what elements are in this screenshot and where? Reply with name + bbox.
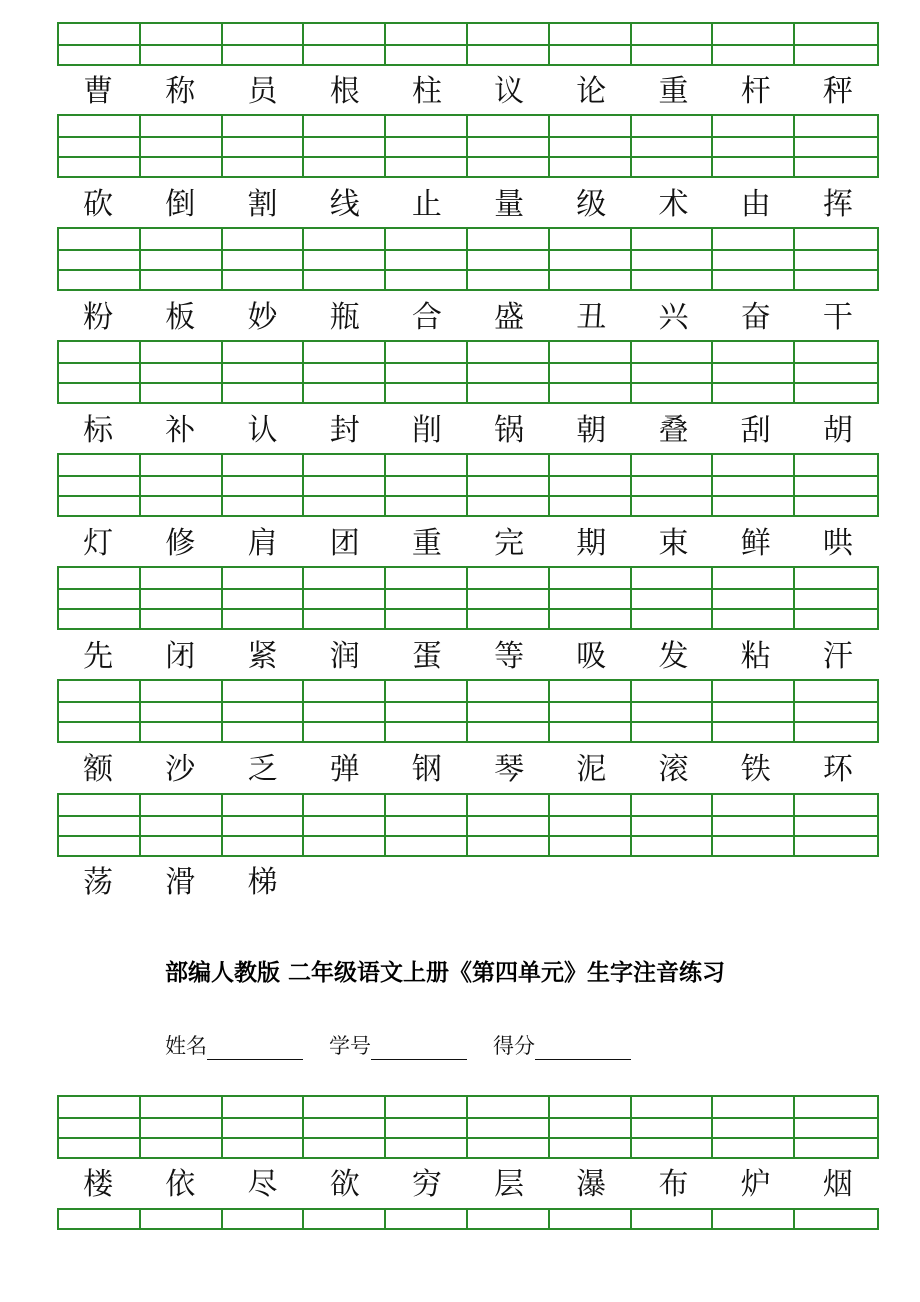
character: 期: [576, 526, 607, 561]
pinyin-cell[interactable]: [386, 229, 468, 289]
pinyin-cell[interactable]: [713, 24, 795, 64]
character: 琴: [494, 752, 525, 787]
character: 层: [494, 1167, 525, 1202]
character-row: [57, 522, 879, 566]
pinyin-cell[interactable]: [795, 568, 877, 628]
pinyin-cell[interactable]: [141, 568, 223, 628]
pinyin-cell[interactable]: [713, 455, 795, 515]
pinyin-cell[interactable]: [713, 681, 795, 741]
character-row: [57, 635, 879, 679]
pinyin-cell[interactable]: [713, 568, 795, 628]
pinyin-cell[interactable]: [304, 342, 386, 402]
character: 议: [494, 74, 525, 109]
pinyin-cell[interactable]: [59, 342, 141, 402]
character: 哄: [822, 526, 853, 561]
pinyin-cell[interactable]: [386, 1210, 468, 1228]
character: 割: [247, 187, 278, 222]
pinyin-cell[interactable]: [223, 229, 305, 289]
pinyin-cell[interactable]: [713, 116, 795, 176]
character: 瀑: [576, 1167, 607, 1202]
pinyin-cell[interactable]: [386, 795, 468, 855]
character: 粉: [83, 300, 114, 335]
character: 环: [822, 752, 853, 787]
character: 荡: [83, 865, 114, 900]
pinyin-cell[interactable]: [632, 116, 714, 176]
character-row: [57, 183, 879, 227]
pinyin-cell[interactable]: [795, 342, 877, 402]
pinyin-cell[interactable]: [141, 342, 223, 402]
character: 泥: [576, 752, 607, 787]
character: 由: [740, 187, 771, 222]
score-blank[interactable]: [535, 1037, 631, 1060]
pinyin-cell[interactable]: [795, 1097, 877, 1157]
character: 根: [329, 74, 360, 109]
pinyin-cell[interactable]: [632, 1210, 714, 1228]
character: 沙: [165, 752, 196, 787]
pinyin-cell[interactable]: [304, 568, 386, 628]
pinyin-cell[interactable]: [713, 795, 795, 855]
pinyin-cell[interactable]: [59, 116, 141, 176]
character: 尽: [247, 1167, 278, 1202]
pinyin-cell[interactable]: [141, 229, 223, 289]
pinyin-cell[interactable]: [713, 1210, 795, 1228]
pinyin-cell[interactable]: [468, 455, 550, 515]
character: 重: [658, 74, 689, 109]
character: 瓶: [329, 300, 360, 335]
character: 滑: [165, 865, 196, 900]
pinyin-cell[interactable]: [304, 116, 386, 176]
character: 削: [411, 413, 442, 448]
pinyin-cell[interactable]: [223, 795, 305, 855]
pinyin-cell[interactable]: [632, 24, 714, 64]
character: 修: [165, 526, 196, 561]
character: 朝: [576, 413, 607, 448]
character: 吸: [576, 639, 607, 674]
pinyin-cell[interactable]: [141, 1097, 223, 1157]
pinyin-grid: [57, 340, 879, 404]
character: 盛: [494, 300, 525, 335]
pinyin-cell[interactable]: [59, 568, 141, 628]
pinyin-cell[interactable]: [550, 342, 632, 402]
pinyin-cell[interactable]: [59, 1210, 141, 1228]
pinyin-cell[interactable]: [59, 24, 141, 64]
character: 术: [658, 187, 689, 222]
pinyin-cell[interactable]: [141, 116, 223, 176]
character: 完: [494, 526, 525, 561]
character: 灯: [83, 526, 114, 561]
character: 梯: [247, 865, 278, 900]
character: 量: [494, 187, 525, 222]
pinyin-cell[interactable]: [223, 1097, 305, 1157]
character: 楼: [83, 1167, 114, 1202]
pinyin-cell[interactable]: [304, 1210, 386, 1228]
pinyin-cell[interactable]: [59, 455, 141, 515]
pinyin-cell[interactable]: [59, 795, 141, 855]
character: 粘: [740, 639, 771, 674]
id-blank[interactable]: [371, 1037, 467, 1060]
pinyin-cell[interactable]: [632, 1097, 714, 1157]
pinyin-cell[interactable]: [468, 1097, 550, 1157]
pinyin-cell[interactable]: [141, 681, 223, 741]
pinyin-cell[interactable]: [795, 229, 877, 289]
pinyin-cell[interactable]: [468, 568, 550, 628]
character: 认: [247, 413, 278, 448]
character: 论: [576, 74, 607, 109]
pinyin-cell[interactable]: [468, 795, 550, 855]
pinyin-cell[interactable]: [59, 1097, 141, 1157]
character: 封: [329, 413, 360, 448]
student-info: [165, 1030, 631, 1060]
pinyin-cell[interactable]: [795, 1210, 877, 1228]
id-label: 学号: [329, 1034, 371, 1058]
name-blank[interactable]: [207, 1037, 303, 1060]
character: 欲: [329, 1167, 360, 1202]
score-label: 得分: [493, 1034, 535, 1058]
pinyin-cell[interactable]: [550, 568, 632, 628]
character: 刮: [740, 413, 771, 448]
pinyin-cell[interactable]: [795, 24, 877, 64]
character: 补: [165, 413, 196, 448]
pinyin-cell[interactable]: [795, 455, 877, 515]
pinyin-cell[interactable]: [386, 24, 468, 64]
character: 线: [329, 187, 360, 222]
pinyin-cell[interactable]: [223, 24, 305, 64]
pinyin-cell[interactable]: [632, 342, 714, 402]
character-row: [57, 748, 879, 792]
character: 润: [329, 639, 360, 674]
character: 乏: [247, 752, 278, 787]
pinyin-cell[interactable]: [386, 342, 468, 402]
pinyin-cell[interactable]: [223, 681, 305, 741]
character-row: [57, 296, 879, 340]
pinyin-cell[interactable]: [141, 795, 223, 855]
pinyin-cell[interactable]: [59, 229, 141, 289]
pinyin-cell[interactable]: [468, 229, 550, 289]
character: 妙: [247, 300, 278, 335]
character: 板: [165, 300, 196, 335]
pinyin-cell[interactable]: [386, 455, 468, 515]
character: 等: [494, 639, 525, 674]
pinyin-cell[interactable]: [550, 1210, 632, 1228]
character: 鲜: [740, 526, 771, 561]
name-label: 姓名: [165, 1034, 207, 1058]
pinyin-cell[interactable]: [550, 229, 632, 289]
character: 止: [411, 187, 442, 222]
character: 员: [247, 74, 278, 109]
pinyin-cell[interactable]: [223, 342, 305, 402]
pinyin-cell[interactable]: [632, 795, 714, 855]
character: 滚: [658, 752, 689, 787]
character: 穷: [411, 1167, 442, 1202]
pinyin-grid: [57, 566, 879, 630]
pinyin-cell[interactable]: [795, 795, 877, 855]
character: 锅: [494, 413, 525, 448]
pinyin-cell[interactable]: [223, 116, 305, 176]
pinyin-cell[interactable]: [550, 681, 632, 741]
id-field[interactable]: [329, 1030, 467, 1060]
pinyin-cell[interactable]: [141, 455, 223, 515]
character: 蛋: [411, 639, 442, 674]
character: 叠: [658, 413, 689, 448]
pinyin-cell[interactable]: [59, 681, 141, 741]
character: 砍: [83, 187, 114, 222]
pinyin-cell[interactable]: [304, 24, 386, 64]
pinyin-cell[interactable]: [223, 568, 305, 628]
pinyin-cell[interactable]: [632, 568, 714, 628]
character: 钢: [411, 752, 442, 787]
character: 倒: [165, 187, 196, 222]
pinyin-cell[interactable]: [141, 24, 223, 64]
character: 柱: [411, 74, 442, 109]
character: 级: [576, 187, 607, 222]
character: 秤: [822, 74, 853, 109]
pinyin-grid: [57, 793, 879, 857]
pinyin-cell[interactable]: [713, 1097, 795, 1157]
pinyin-cell[interactable]: [550, 1097, 632, 1157]
pinyin-cell[interactable]: [304, 229, 386, 289]
character: 汗: [822, 639, 853, 674]
character: 兴: [658, 300, 689, 335]
character: 合: [411, 300, 442, 335]
name-field[interactable]: [165, 1030, 303, 1060]
character: 挥: [822, 187, 853, 222]
pinyin-grid: [57, 1208, 879, 1230]
score-field[interactable]: [493, 1030, 631, 1060]
character: 奋: [740, 300, 771, 335]
character: 闭: [165, 639, 196, 674]
pinyin-cell[interactable]: [386, 681, 468, 741]
pinyin-cell[interactable]: [141, 1210, 223, 1228]
pinyin-grid: [57, 453, 879, 517]
character: 布: [658, 1167, 689, 1202]
character: 铁: [740, 752, 771, 787]
character: 额: [83, 752, 114, 787]
character-row: [57, 1163, 879, 1207]
character-row: [57, 70, 879, 114]
pinyin-cell[interactable]: [386, 116, 468, 176]
pinyin-cell[interactable]: [468, 1210, 550, 1228]
pinyin-cell[interactable]: [304, 795, 386, 855]
character: 标: [83, 413, 114, 448]
character: 炉: [740, 1167, 771, 1202]
character: 弹: [329, 752, 360, 787]
pinyin-grid: [57, 227, 879, 291]
character: 重: [411, 526, 442, 561]
pinyin-cell[interactable]: [304, 681, 386, 741]
pinyin-cell[interactable]: [632, 455, 714, 515]
character: 干: [822, 300, 853, 335]
character: 先: [83, 639, 114, 674]
pinyin-cell[interactable]: [550, 795, 632, 855]
character: 丑: [576, 300, 607, 335]
character: 烟: [822, 1167, 853, 1202]
pinyin-cell[interactable]: [713, 229, 795, 289]
character: 依: [165, 1167, 196, 1202]
character-row: [57, 861, 879, 905]
character-row: [57, 409, 879, 453]
character: 发: [658, 639, 689, 674]
character: 称: [165, 74, 196, 109]
character: 紧: [247, 639, 278, 674]
pinyin-cell[interactable]: [468, 342, 550, 402]
character: 杆: [740, 74, 771, 109]
pinyin-cell[interactable]: [795, 681, 877, 741]
pinyin-cell[interactable]: [550, 24, 632, 64]
page-title: 部编人教版 二年级语文上册《第四单元》生字注音练习: [164, 960, 725, 986]
pinyin-cell[interactable]: [550, 116, 632, 176]
pinyin-grid: [57, 679, 879, 743]
pinyin-cell[interactable]: [550, 455, 632, 515]
pinyin-cell[interactable]: [632, 681, 714, 741]
character: 胡: [822, 413, 853, 448]
pinyin-cell[interactable]: [304, 455, 386, 515]
pinyin-cell[interactable]: [223, 1210, 305, 1228]
pinyin-cell[interactable]: [468, 681, 550, 741]
pinyin-cell[interactable]: [223, 455, 305, 515]
pinyin-cell[interactable]: [386, 568, 468, 628]
pinyin-cell[interactable]: [795, 116, 877, 176]
pinyin-cell[interactable]: [468, 116, 550, 176]
pinyin-cell[interactable]: [632, 229, 714, 289]
pinyin-cell[interactable]: [468, 24, 550, 64]
character: 团: [329, 526, 360, 561]
character: 肩: [247, 526, 278, 561]
pinyin-grid: [57, 114, 879, 178]
pinyin-cell[interactable]: [386, 1097, 468, 1157]
character: 束: [658, 526, 689, 561]
pinyin-grid: [57, 1095, 879, 1159]
pinyin-cell[interactable]: [304, 1097, 386, 1157]
character: 曹: [83, 74, 114, 109]
pinyin-cell[interactable]: [713, 342, 795, 402]
pinyin-grid: [57, 22, 879, 66]
